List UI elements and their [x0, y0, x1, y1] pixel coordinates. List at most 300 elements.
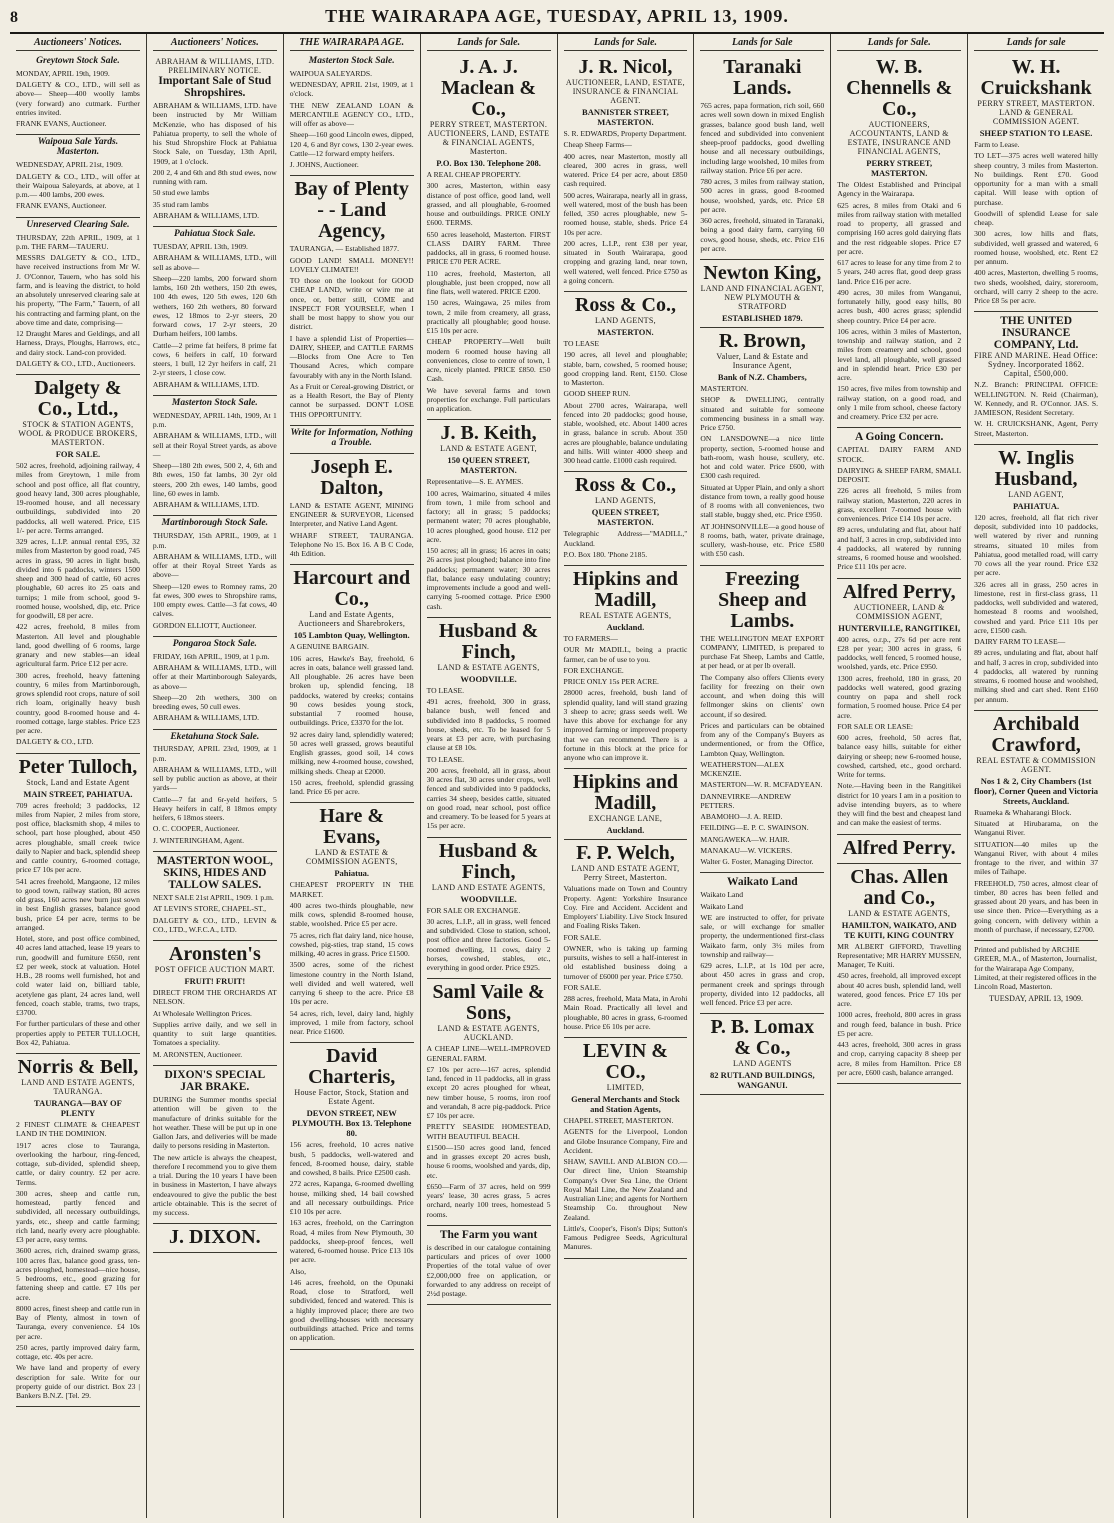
advertisement [153, 516, 277, 636]
ad-paragraph: 288 acres, freehold, Mata Mata, in Arohi Main Road. Practically all level and ploughable, 80 acres in grass, 6-roomed house. Price £6 10s per acre. [563, 994, 688, 1031]
ad-paragraph: Sheep—180 2th ewes, 500 2, 4, 6th and 8th ewes, 150 fat lambs, 30 2yr old steers, 200 2th ewes, 140 lambs, good line, 60 ewes in lamb. [152, 461, 277, 498]
advertisement [564, 1038, 688, 1259]
ad-paragraph: We have land and property of every description for sale. Write for our property guide of our district. Box 23 | Bankers B.N.Z. [Tel. 29. [16, 1363, 140, 1401]
column [831, 34, 968, 1518]
ad-paragraph: 450 acres, freehold, all improved except about 40 acres bush, splendid land, well watered, good fences. Price £7 10s per acre. [837, 971, 962, 1009]
ad-title: Archibald Crawford, [991, 712, 1081, 756]
ad-title: R. Brown, [718, 330, 806, 352]
ad-paragraph: 617 acres to lease for any time from 2 to 5 years, 240 acres flat, good deep grass land. Price £16 per acre. [837, 258, 962, 286]
ad-paragraph: FRANK EVANS, Auctioneer. [16, 201, 107, 211]
advertisement [16, 54, 140, 135]
ad-subtitle: AUCTIONEER, LAND & COMMISSION AGENT, [853, 602, 945, 621]
ad-paragraph: 120 acres, freehold, all flat rich river deposit, subdivided into 10 paddocks, well watered by river and running streams, situated 10 miles from Pahiatua, good metalled road, will carry 70 cows all the year round. Price £32 per acre. [974, 512, 1098, 578]
ad-paragraph: Waikato Land [700, 901, 743, 911]
column [10, 34, 147, 1518]
ad-paragraph: ON LANSDOWNE—a nice little property, section, 5-roomed house and bath-room, wash house, scullery, etc. hot and cold water. Price £600, with £300 cash required. [700, 434, 825, 481]
ad-title: Masterton Stock Sale. [308, 56, 395, 66]
ad-title: Greytown Stock Sale. [36, 56, 120, 66]
ad-paragraph: O. C. COOPER, Auctioneer. [152, 824, 240, 834]
ad-paragraph: ABRAHAM & WILLIAMS, LTD. have been instructed by Mr William McKenzie, who has disposed of his Pahiatua property, to sell the whole of his Stud Shropshire Flock at Pahiatua Stock Sale, on Tuesday, 13th April, 1909, at 1 o'clock. [152, 101, 277, 166]
advertisement [16, 135, 140, 217]
ad-paragraph: 1000 acres, freehold, 800 acres in grass and rough feed, balance in bush. Price £5 per acre. [837, 1010, 962, 1038]
ad-subhead: PAHIATUA. [1012, 500, 1060, 511]
ad-paragraph: 491 acres, freehold, 300 in grass, balance bush, well fenced and subdivided into 8 paddocks, 5 roomed house, sheds, etc. To be leased for 5 years at £3 per acre, with purchasing clause at £8 10s. [426, 697, 551, 753]
ad-paragraph: Little's, Cooper's, Fison's Dips; Sutton's Famous Pedigree Seeds, Agricultural Manures. [563, 1223, 688, 1252]
ad-title: W. H. Cruickshank [980, 56, 1092, 99]
ad-paragraph: 75 acres, rich flat dairy land, nice house, cowshed, pig-sties, trap stand, 15 cows milking, 40 acres in grass. Price £1500. [289, 930, 414, 959]
ad-paragraph: Sheep—120 ewes to Romney rams, 20 fat ewes, 300 ewes to Shropshire rams, 100 empty ewes. Cattle—3 fat cows, 40 calves. [152, 581, 277, 619]
ad-paragraph: GORDON ELLIOTT, Auctioneer. [152, 620, 257, 630]
ad-title: Waikato Land [727, 876, 798, 889]
ad-paragraph: MESSRS DALGETY & CO., LTD., have received instructions from Mr W. J. O'Connor, Tauern, who has sold his farm, and is leaving the district, to hold an absolutely unreserved clearing sale at his property, "The Farm," Tauern, of all his contracting and farming plant, on the above time and date, comprising— [16, 253, 140, 327]
ad-subtitle: AUCTIONEERS, ACCOUNTANTS, LAND & ESTATE, INSURANCE AND FINANCIAL AGENTS, [847, 120, 951, 156]
ad-paragraph: ABRAHAM & WILLIAMS, LTD., will sell by public auction as above, at their yards— [152, 764, 277, 793]
ad-paragraph: TO LET—375 acres well watered hilly sheep country, 3 miles from Masterton. No buildings. Rent £70. Good opportunity for a man with a small capital. Will lease with option of purchase. [974, 151, 1098, 207]
ad-title: J. A. J. Maclean & Co., [441, 56, 537, 120]
ad-paragraph: AT LEVIN'S STORE, CHAPEL-ST., [152, 904, 267, 914]
column-header: Auctioneers' Notices. [16, 37, 140, 51]
issue-date: TUESDAY, APRIL 13, 1909. [989, 994, 1084, 1004]
ad-title: Eketahuna Stock Sale. [170, 731, 260, 742]
ad-paragraph: 502 acres, freehold, adjoining railway, 4 miles from Greytown, 1 mile from school and post office, all flat country, good heavy land, 300 acres ploughable, 19-roomed house, and all necessary outbuildings, subdivided into 20 paddocks, all well watered. Price, £15 1/- per acre. Terms arranged. [16, 461, 140, 535]
ad-title: Ross & Co., [574, 294, 676, 316]
ad-paragraph: Prices and particulars can be obtained from any of the Company's Buyers as undermentioned, or from the Office, Lambton Quay, Wellington. [700, 720, 825, 758]
ad-title: Aronsten's [168, 943, 261, 966]
ad-paragraph: ABRAHAM & WILLIAMS, LTD. [152, 713, 259, 723]
ad-subtitle: House Factor, Stock, Station and Estate Agent. [294, 1088, 409, 1107]
advertisement [153, 396, 277, 516]
ad-paragraph: Walter G. Foster, Managing Director. [700, 857, 814, 866]
page-number: 8 [10, 9, 18, 26]
ad-subhead: General Merchants and Stock and Station Agents, [571, 1094, 680, 1114]
ad-paragraph: 146 acres, freehold, on the Opunaki Road, close to Stratford, well subdivided, fenced and watered. This is a highly improved place; there are two good dwelling-houses with necessary outbuildings attached. Price and terms on application. [289, 1277, 414, 1343]
ad-title: LEVIN & CO., [582, 1040, 668, 1083]
ad-subhead: FOR SALE. [55, 449, 101, 460]
ad-paragraph: The Oldest Established and Principal Agency in the Wairarapa. [837, 180, 962, 199]
ad-paragraph: SHOP & DWELLING, centrally situated and suitable for someone commencing business in a small way. Price £750. [700, 395, 825, 432]
column-header: Lands for Sale. [564, 37, 688, 51]
ad-paragraph: WEDNESDAY, APRIL 21st, 1909. [16, 160, 123, 170]
ad-paragraph: Cattle—2 prime fat heifers, 8 prime fat cows, 6 heifers in calf, 10 forward steers, 1 bull, 12 2yr heifers in calf, 21 2-yr steers, 1 close cow. [152, 340, 277, 378]
ad-paragraph: ABAMOHO—J. A. REID. [700, 812, 783, 821]
ad-paragraph: Goodwill of splendid Lease for sale cheap. [974, 208, 1098, 227]
ad-paragraph: 326 acres all in grass, 250 acres in limestone, rest in first-class grass, 11 paddocks, well subdivided and watered, homestead 8 rooms and woolshed, cowshed and yard. Price £11 10s per acre, £1500 cash. [974, 579, 1098, 635]
ad-subtitle: LAND AGENTS [732, 1059, 792, 1069]
ad-paragraph: FOR SALE OR EXCHANGE. [426, 905, 521, 915]
ad-subtitle: AUCTIONEER, LAND, ESTATE, INSURANCE & FINANCIAL AGENT. [565, 78, 685, 105]
ad-paragraph: TO those on the lookout for GOOD CHEAP LAND, write or wire me at once, or, better still, COME and INSPECT FOR YOURSELF, when I shall be most happy to show you our district. [289, 276, 414, 332]
ad-paragraph: Telegraphic Address—"MADILL," Auckland. [563, 529, 688, 548]
advertisement [427, 979, 551, 1226]
ad-paragraph: WE are instructed to offer, for private sale, or will exchange for smaller property, the undermentioned first-class Waikato farm, only 3½ miles from township and railway— [700, 912, 825, 959]
ad-subtitle: LAND & ESTATE AGENTS, [437, 662, 540, 672]
ad-paragraph: Supplies arrive daily, and we sell in quantity to suit large quantities. Tomatoes a speciality. [152, 1019, 277, 1048]
ad-subhead: WOODVILLE. [460, 893, 517, 904]
ad-paragraph: 163 acres, freehold, on the Carrington Road, 4 miles from New Plymouth, 30 paddocks, sheep-proof fences, well watered, 6-roomed house. Price £13 10s per acre. [289, 1218, 414, 1265]
ad-title: Dalgety & Co., Ltd., [34, 377, 122, 421]
advertisement [974, 445, 1098, 711]
ad-title: Pahiatua Stock Sale. [174, 229, 256, 240]
ad-paragraph: 490 acres, 30 miles from Wanganui, fortunately hilly, good easy hills, 80 acres bush, 400 acres grass; splendid sheep country. Price £4 per acre. [837, 287, 962, 325]
ad-subtitle: LAND AND FINANCIAL AGENT, NEW PLYMOUTH & STRATFORD [700, 284, 825, 311]
ad-title: J. R. Nicol, [578, 56, 673, 78]
ad-paragraph: 110 acres, freehold, Masterton, all ploughable, just been cropped, now all fine flats, well watered. PRICE £200. [426, 268, 551, 296]
advertisement [16, 754, 140, 1055]
ad-title: J. DIXON. [168, 1226, 261, 1249]
ad-subtitle: LAND AGENT, [1008, 489, 1064, 499]
advertisement [290, 565, 414, 803]
ad-paragraph: FREEHOLD, 750 acres, almost clear of timber, 80 acres has been felled and grassed about 20 years, and has been in use since then. Price—Everything as a going concern, with delivery within a month of purchase, if necessary, £2700. [974, 878, 1098, 934]
column [694, 34, 831, 1518]
ad-subhead: HAMILTON, WAIKATO, AND TE KUITI, KING COUNTRY [841, 919, 957, 940]
ad-title: Newton King, [703, 262, 822, 284]
ad-paragraph: 106 acres, Hawke's Bay, freehold, 6 acres in oats, balance well grassed land. All ploughable. 26 acres have been broken up, splendid fencing, 18 paddocks, watered by creeks; contains 90 cows besides young stock, substantial 7 roomed house, outbuildings. Price, £3370 for the lot. [289, 653, 414, 728]
ad-paragraph: NEXT SALE 21st APRIL, 1909. 1 p.m. [152, 893, 274, 903]
ad-paragraph: WEATHERSTON—ALEX MCKENZIE. [700, 759, 785, 778]
advertisement [700, 328, 824, 566]
advertisement [837, 864, 961, 1085]
ad-paragraph: 150 acres, freehold, splendid grassing land. Price £6 per acre. [289, 777, 414, 797]
advertisement [153, 941, 277, 1066]
advertisement [290, 1043, 414, 1349]
ad-paragraph: 92 acres dairy land, splendidly watered; 50 acres well grassed, grows beautiful English grasses, good soil, 14 cows milking, new 4-roomed house, cowshed, milking sheds. Cheap at £2000. [289, 729, 414, 776]
ad-paragraph: Sheep—220 lambs, 200 forward shorn lambs, 160 2th wethers, 150 2th ewes, 100 4th ewes, 120 5th ewes, 120 6th wethers, 160 2th wethers, 80 forward ewes, 12 18mos to 2-yr steers, 20 forward cows, 17 2-yr steers, 20 Durham heifers, 100 lambs. [152, 273, 277, 339]
ad-paragraph: Hotel, store, and post office combined, 40 acres land attached, lease 19 years to run, goodwill and furniture £650, rent £2 per week, stock at valuation. Hotel H.B., 28 rooms well furnished, hot and cold water laid on, billiard table, acetylene gas plant, 24 acres land, well fenced, coach stable, trams, two traps, £3700. [16, 934, 140, 1018]
ad-paragraph: Valuations made on Town and Country Property. Agent: Yorkshire Insurance Coy. Fire and Accident. Accident and Employers' Liability. Live Stock Insured and Foaling Risks Taken. [563, 884, 688, 931]
column-header: Lands for sale [974, 37, 1098, 51]
ad-title: A Going Concern. [854, 431, 944, 444]
ad-paragraph: As a Fruit or Cereal-growing District, or as a Health Resort, the Bay of Plenty cannot be surpassed. DON'T LOSE THIS OPPORTUNITY. [289, 381, 414, 419]
ad-paragraph: 250 acres, partly improved dairy farm, cottage, etc. 40s per acre. [16, 1342, 140, 1362]
ad-paragraph: CAPITAL DAIRY FARM AND STOCK. [837, 445, 962, 464]
advertisement [700, 873, 824, 1014]
ad-paragraph: THURSDAY, 22th APRIL, 1909, at 1 p.m. THE FARM—TAUERU. [16, 232, 140, 251]
ad-paragraph: N.Z. Branch: PRINCIPAL OFFICE: WELLINGTON. N. Reid (Chairman), W. Kennedy, and R. O'Connor. JAS. S. JAMIESON, Resident Secretary. [974, 380, 1098, 418]
advertisement [290, 176, 414, 426]
ad-paragraph: 156 acres, freehold, 10 acres native bush, 5 paddocks, well-watered and fenced, 8-roomed house, dairy, stable and cowshed, 8 bails. Price £2500 cash. [289, 1140, 414, 1178]
advertisement [974, 54, 1098, 312]
ad-paragraph: TAURANGA, — Established 1877. [289, 244, 400, 254]
ad-paragraph: SITUATION—40 miles up the Wanganui River, with about 4 miles frontage to the river, and within 37 miles of Taihape. [974, 839, 1098, 877]
ad-title: W. B. Chennells & Co., [846, 56, 953, 120]
ad-subtitle: LAND & ESTATE & COMMISSION AGENTS, [305, 848, 398, 867]
ad-subhead: Auckland. [606, 825, 645, 836]
ad-paragraph: Farm to Lease. [974, 140, 1020, 149]
ad-subhead: WOODVILLE. [460, 673, 517, 684]
ad-paragraph: CHEAPEST PROPERTY IN THE MARKET. [289, 880, 414, 899]
ad-paragraph: The Company also offers Clients every facility for freezing on their own account, and when doing this will fellmonger skins on clients' own account, if so desired. [700, 672, 825, 719]
ad-paragraph: ABRAHAM & WILLIAMS, LTD., will offer at their Martinborough Saleyards, as above— [152, 663, 277, 691]
advertisement [427, 54, 551, 420]
ad-paragraph: 300 acres, freehold, heavy fattening country, 6 miles from Martinborough, grows splendid root crops, nature of soil rich loam, originally heavy bush country, good 8-roomed house and 4-roomed cottage, large stables. Price £23 per acre. [16, 670, 140, 736]
ad-subhead: BANNISTER STREET, MASTERTON. [582, 107, 669, 127]
ad-subhead: 105 Lambton Quay, Wellington. [293, 630, 410, 641]
ad-title: THE UNITED INSURANCE COMPANY, Ltd. [993, 315, 1079, 352]
ad-paragraph: DALGETY & CO., LTD., will offer at their Waipoua Saleyards, at above, at 1 p.m.— 400 lambs, 200 ewes. [16, 171, 140, 200]
ad-title: MASTERTON WOOL, SKINS, HIDES AND TALLOW SALES. [156, 854, 273, 892]
ad-title: J. B. Keith, [440, 422, 537, 445]
ad-paragraph: 300 acres, low hills and flats, subdivided, well grassed and watered, 6 roomed house, woolshed, etc. Rent £2 per annum. [974, 229, 1098, 266]
ad-paragraph: 35 stud ram lambs [152, 199, 209, 209]
ad-paragraph: GOOD SHEEP RUN. [563, 389, 631, 399]
ad-paragraph: 8000 acres, finest sheep and cattle run in Bay of Plenty, almost in town of Tauranga, every convenience. £4 10s per acre. [16, 1303, 140, 1341]
advertisement [700, 566, 824, 874]
ad-paragraph: TO LEASE. [426, 685, 465, 695]
ad-title: Waipoua Sale Yards. Masterton. [37, 137, 119, 158]
advertisement [837, 428, 961, 578]
ad-paragraph: 89 acres, undulating and flat, about half and half, 3 acres in crop, subdivided into 4 paddocks, all watered by running streams, 6 roomed house and woolshed. Price £11 10s per acre. [837, 525, 962, 572]
ad-subtitle: FIRE AND MARINE. Head Office: Sydney. Incorporated 1862. Capital, £500,000. [974, 351, 1098, 379]
advertisement [427, 1226, 551, 1306]
ad-title: Ross & Co., [574, 474, 676, 497]
ad-subhead: FRUIT! FRUIT! [184, 976, 246, 987]
ad-title: Write for Information, Nothing a Trouble. [290, 427, 413, 448]
ad-paragraph: DALGETY & CO., LTD., LEVIN & CO., LTD., W.F.C.A., LTD. [152, 915, 277, 934]
ad-subhead: MAIN STREET, PAHIATUA. [23, 788, 133, 799]
ad-title: Alfred Perry. [842, 836, 956, 859]
ad-paragraph: We have several farms and town properties for exchange. Full particulars on application. [426, 385, 551, 413]
ad-paragraph: WEDNESDAY, APRIL 14th, 1909, At 1 p.m. [152, 410, 277, 430]
ad-paragraph: OUR Mr MADILL, being a practic farmer, can be of use to you. [563, 645, 688, 664]
advertisement [837, 835, 961, 864]
ad-paragraph: Sheep—20 2th wethers, 300 on breeding ewes, 50 cull ewes. [152, 692, 277, 711]
advertisement [564, 566, 688, 769]
ad-subhead: SHEEP STATION TO LEASE. [979, 128, 1093, 138]
ad-paragraph: SHAW, SAVILL AND ALBION CO.—Our direct line, Union Steamship Company's Over Sea Line, the Orient Royal Mail Line, the New Zealand and Australian Line; and agents for Northern Steamship Co. throughout New Zealand. [563, 1157, 688, 1222]
ad-paragraph: TO FARMERS— [563, 634, 618, 643]
ad-paragraph: DALGETY & CO., LTD. [16, 737, 94, 747]
ad-title: Masterton Stock Sale. [171, 397, 258, 408]
column [147, 34, 284, 1518]
advertisement [974, 312, 1098, 445]
ad-paragraph: 150 acres, five miles from township and railway station, on a good road, and only 1 mile from school, cheese factory and creamery. Price £32 per acre. [837, 384, 962, 421]
ad-paragraph: MASTERTON—W. R. MCFADYEAN. [700, 780, 823, 790]
ad-paragraph: Also, [289, 1266, 306, 1276]
ad-paragraph: Cattle—7 fat and 6r-yeld heifers, 5 Heavy heifers in calf, 8 18mos empty heifers, 6 18mos steers. [152, 794, 277, 823]
ad-title: Hare & Evans, [319, 805, 384, 849]
ad-paragraph: 765 acres, papa formation, rich soil, 660 acres well sown down in mixed English grasses, balance good bush land, well fenced and subdivided into convenient sheep-proof paddocks, good dwelling house and all necessary outbuildings, including large woolshed, 10 miles from railway station. Price £6 per acre. [700, 101, 825, 175]
ad-paragraph: 150 acres, Waingawa, 25 miles from town, 2 mile from creamery, all grass, practically all ploughable; good house. £15 10s per acre. [426, 298, 551, 335]
ad-paragraph: M. ARONSTEN, Auctioneer. [152, 1049, 243, 1059]
ad-subtitle: POST OFFICE AUCTION MART. [154, 965, 275, 975]
ad-paragraph: MASTERTON. [700, 384, 749, 393]
ad-paragraph: 600 acres, freehold, 50 acres flat, balance easy hills, suitable for either dairying or sheep; new 6-roomed house, cowshed, cartshed, etc., good orchard. Write for terms. [837, 733, 962, 780]
advertisement [290, 54, 414, 176]
ad-subtitle: LAND AGENTS, [594, 316, 656, 325]
ad-paragraph: 500 acres, Wairarapa, nearly all in grass, well watered, most of the bush has been felled, 350 acres ploughable, new 5-roomed house, stable, sheds. Price £4 10s per acre. [563, 190, 688, 237]
ad-paragraph: 360 acres, freehold, situated in Taranaki, being a good dairy farm, carrying 60 cows, good house, sheds, etc. Price £16 per acre. [700, 216, 825, 253]
advertisement [153, 54, 277, 227]
ad-subtitle: REAL ESTATE & COMMISSION AGENT. [976, 755, 1096, 774]
ad-title: Hipkins and Madill, [572, 771, 678, 815]
ad-title: DIXON'S SPECIAL JAR BRAKE. [164, 1068, 266, 1093]
ad-subtitle: STOCK & STATION AGENTS, WOOL & PRODUCE BROKERS, MASTERTON. [18, 420, 138, 448]
advertisement [290, 454, 414, 566]
ad-paragraph: ABRAHAM & WILLIAMS, LTD., will sell as above— [152, 253, 277, 272]
ad-paragraph: 100 acres, Waimarino, situated 4 miles from town, 1 mile from school and factory; all in grass; 5 paddocks; permanent water; 70 acres ploughable, 10 acres ploughed, good house. £12 per acre. [426, 488, 551, 544]
ad-paragraph: W. H. CRUICKSHANK, Agent, Perry Street, Masterton. [974, 419, 1098, 438]
ad-title: P. B. Lomax & Co., [710, 1016, 815, 1060]
ad-paragraph: S. R. EDWARDS, Property Department. [563, 129, 687, 138]
column [558, 34, 695, 1518]
ad-paragraph: AGENTS for the Liverpool, London and Globe Insurance Company, Fire and Accident. [563, 1127, 688, 1155]
ad-title: Norris & Bell, [17, 1056, 139, 1079]
column [284, 34, 421, 1518]
advertisement [290, 426, 414, 454]
column-header: Lands for Sale. [427, 37, 551, 51]
ad-subhead: P.O. Box 130. Telephone 208. [436, 158, 541, 168]
advertisement [427, 420, 551, 618]
ad-paragraph: THURSDAY, 15th APRIL, 1909, at 1 p.m. [152, 531, 277, 550]
ad-paragraph: DURING the Summer months special attention will be given to the manufacture of drinks suitable for the hot weather. These will be put up in one Gallon Jars, and deliveries will be made daily to persons residing in Masterton. [152, 1095, 277, 1151]
advertisement [16, 1054, 140, 1407]
ad-paragraph: A CHEAP LINE—WELL-IMPROVED GENERAL FARM. [426, 1044, 551, 1063]
ad-paragraph: J. WINTERINGHAM, Agent. [152, 835, 245, 845]
ad-title: Hipkins and Madill, [572, 568, 678, 611]
ad-paragraph: FOR SALE OR LEASE: [837, 721, 913, 731]
ad-paragraph: ABRAHAM & WILLIAMS, LTD., will sell at their Royal Street yards, as above— [152, 431, 277, 459]
ad-paragraph: 300 acres, Masterton, within easy distance of post office, good land, well grassed, and all ploughable, 6-roomed house and outbuildings. PRICE ONLY £600. TERMS. [426, 181, 551, 228]
ad-paragraph: DAIRYING & SHEEP FARM, SMALL DEPOSIT. [837, 465, 962, 485]
ad-title: Husband & Finch, [438, 839, 539, 883]
ad-paragraph: FOR SALE. [563, 982, 602, 992]
ad-paragraph: Situated at Upper Plain, and only a short distance from town, a really good house of 8 rooms with all conveniences, two stall stable, buggy shed, etc. Price £950. [700, 482, 825, 520]
ad-paragraph: £1500—150 acres good land, fenced and in grasses except 20 acres bush, house 6 rooms, woolshed and yards, dip, etc. [426, 1142, 551, 1180]
advertisement [564, 769, 688, 840]
ad-title: Husband & Finch, [438, 619, 539, 663]
ad-prelude: ABRAHAM & WILLIAMS, LTD. PRELIMINARY NOTICE. [155, 57, 275, 75]
ad-paragraph: 400 acres, Masterton, dwelling 5 rooms, two sheds, woolshed, dairy, storeroom, orchard, will carry 2 sheep to the acre. Price £8 5s per acre. [974, 268, 1098, 305]
ad-paragraph: For further particulars of these and other properties apply to PETER TULLOCH, Box 42, Pahiatua. [16, 1019, 140, 1047]
ad-paragraph: 400 acres, near Masterton, mostly all cleared, 300 acres in grass, well watered. Price £4 per acre, about £850 cash required. [563, 151, 688, 189]
ad-paragraph: 625 acres, 8 miles from Otaki and 6 miles from railway station with metalled road to property, all grassed and comprising 160 acres gold dairying flats and the rest ridgeable slopes. Price £7 per acre. [837, 200, 962, 256]
ad-paragraph: FOR EXCHANGE. [563, 665, 624, 675]
ad-paragraph: 1917 acres close to Tauranga, overlooking the harbour, ring-fenced, cottage, sub-divided, splendid sheep, cattle, or dairy country. £2 per acre. Terms. [16, 1140, 140, 1187]
ad-paragraph: ABRAHAM & WILLIAMS, LTD. [152, 379, 259, 389]
ad-subhead: Nos 1 & 2, City Chambers (1st floor), Corner Queen and Victoria Streets, Auckland. [974, 775, 1098, 806]
ad-title: Unreserved Clearing Sale. [26, 219, 130, 230]
ad-paragraph: 650 acres leasehold, Masterton. FIRST CLASS DAIRY FARM. Three paddocks, all in grass, 6 roomed house. PRICE £70 PER ACRE. [426, 229, 551, 267]
ad-title: The Farm you want [439, 1228, 538, 1241]
ad-paragraph: MANAKAU—W. VICKERS. [700, 845, 793, 855]
ad-paragraph: 300 acres, sheep and cattle run, homestead, partly fenced and subdivided, all necessary outbuildings, yards, etc., sheep and cattle farming; rich land, nearly every acre ploughable. £3 per acre, easy terms. [16, 1188, 140, 1245]
ad-subtitle: PERRY STREET, MASTERTON. LAND & GENERAL COMMISSION AGENT. [977, 99, 1095, 126]
ad-title: W. Inglis Husband, [994, 446, 1078, 490]
advertisement [153, 852, 277, 941]
ad-subtitle: LAND & ESTATE AGENT, [440, 444, 537, 454]
ad-title: F. P. Welch, [576, 842, 675, 865]
ad-subhead: TAURANGA—BAY OF PLENTY [34, 1098, 122, 1119]
ad-title: David Charteris, [308, 1045, 396, 1089]
advertisement [153, 227, 277, 396]
ad-title: Saml Vaile & Sons, [432, 981, 545, 1025]
ad-paragraph: DANNEVIRKE—ANDREW PETTERS. [700, 791, 792, 810]
ad-paragraph: 106 acres, within 3 miles of Masterton, township and railway station, and 2 miles from creamery and school, good level land, all ploughable, well grassed and in splendid heart. Price £30 per acre. [837, 326, 962, 382]
ad-paragraph: Sheep—160 good Lincoln ewes, dipped, 120 4, 6 and 8yr cows, 130 2-year ewes. Cattle—12 forward empty heifers. [289, 130, 414, 158]
ad-paragraph: FRANK EVANS, Auctioneer. [16, 119, 107, 129]
ad-paragraph: 3600 acres, rich, drained swamp grass, 100 acres flax, balance good grass, ten-acres ploughed, homestead—nice house, 5 bedrooms, etc., good grazing for fattening sheep and cattle. £7 10s per acre. [16, 1246, 140, 1302]
ad-subhead: QUEEN STREET, MASTERTON. [591, 507, 660, 528]
ad-paragraph: THE WELLINGTON MEAT EXPORT COMPANY, LIMITED, is prepared to purchase Fat Sheep, Lambs and Cattle, at per head, or at per lb overall. [700, 633, 825, 671]
ad-subtitle: LAND AND ESTATE AGENTS, [431, 882, 546, 892]
advertisement [16, 218, 140, 375]
ad-paragraph: WEDNESDAY, APRIL 21st, 1909, at 1 o'clock. [289, 80, 414, 99]
ad-title: Alfred Perry, [842, 580, 956, 603]
ad-paragraph: 329 acres, L.I.P. annual rental £95, 32 miles from Masterton by good road, 745 acres in grass, 90 acres in light bush, divided into 6 paddocks, winters 1500 sheep and 300 head of cattle, 60 acres ploughable, 60 acres ito 25 oats and turnips; 1 mile from school, good 9-roomed house, woolshed, dip, etc. Price for goodwill, £8 per acre. [16, 537, 140, 621]
ad-paragraph: 422 acres, freehold, 8 miles from Masterton. All level and ploughable land, good dwelling of 6 rooms, large granary and new stables—an ideal agricultural farm. Price £12 per acre. [16, 622, 140, 669]
advertisement [153, 637, 277, 730]
ad-paragraph: 226 acres all freehold, 5 miles from railway station, Masterton, 220 acres in grass, excellent 7-roomed house with conveniences. Price £14 10s per acre. [837, 486, 962, 524]
ad-paragraph: 541 acres freehold, Mangaone, 12 miles to good town, railway station, 80 acres old grass, 160 acres new burn just sown in best English grasses, balance good bush, price £4 per acre, terms to be arranged. [16, 876, 140, 932]
ad-paragraph: 400 acres, o.r.p., 27s 6d per acre rent £28 per year; 300 acres in grass, 6 paddocks, well fenced, 5 roomed house, woolshed, yards, etc. Price £950. [837, 634, 962, 672]
ad-paragraph: 3500 acres, some of the richest limestone country in the North Island, well divided and well watered, well carrying 6 sheep to the acre. Price £8 10s per acre. [289, 960, 414, 1007]
ad-subhead: Auckland. [606, 622, 645, 632]
ad-paragraph: ABRAHAM & WILLIAMS, LTD. [152, 500, 259, 510]
ad-paragraph: Cheap Sheep Farms— [563, 140, 632, 150]
ad-paragraph: A REAL CHEAP PROPERTY. [426, 170, 521, 179]
advertisement [837, 579, 961, 835]
ad-paragraph: 54 acres, rich, level, dairy land, highly improved, 1 mile from factory, school near. Price £1600. [289, 1008, 414, 1037]
ad-paragraph: 780 acres, 3 miles from railway station, 500 acres in grass, good 8-roomed house, woolshed, yards, etc. Price £8 per acre. [700, 177, 825, 214]
ad-paragraph: 1300 acres, freehold, 180 in grass, 20 paddocks well watered, good grazing country on papa and shell rock formation, 5 roomed house. Price £4 per acre. [837, 673, 962, 720]
column [421, 34, 558, 1518]
ad-title: Joseph E. Dalton, [310, 455, 393, 499]
ad-paragraph: A GENUINE BARGAIN. [289, 642, 369, 652]
ad-subhead: MASTERTON. [597, 327, 654, 337]
column-header: Lands for Sale. [837, 37, 961, 51]
ad-paragraph: Representative—S. E. AYMES. [426, 477, 524, 487]
advertisement [290, 803, 414, 1043]
advertisement [974, 711, 1098, 941]
ad-subhead: 82 RUTLAND BUILDINGS, WANGANUI. [710, 1070, 815, 1091]
ad-paragraph: LAND & ESTATE AGENT, MINING ENGINEER & SURVEYOR, Licensed Interpreter, and Native Land Agent. [289, 500, 414, 529]
ad-paragraph: is described in our catalogue containing particulars and prices of over 1000 Properties of the total value of over £2,000,000 free on application, or forwarded to any address on receipt of 2½d postage. [426, 1242, 551, 1299]
ad-paragraph: ABRAHAM & WILLIAMS, LTD. [152, 210, 259, 220]
advertisement [837, 54, 961, 428]
ad-subtitle: LAND AND ESTATE AGENT, Perry Street, Masterton. [571, 864, 680, 883]
ad-paragraph: 190 acres, all level and ploughable; stable, barn, cowshed, 5 roomed house; good cropping land. Rent, £150. Close to Masterton. [563, 350, 688, 387]
ad-paragraph: 150 acres; all in grass; 16 acres in oats; 26 acres just ploughed; balance into fine paddocks; permanent water; 30 acres flat, balance easy undulating country; improvements include a good and well-carrying 5-roomed cottage. Price £900 cash. [426, 546, 551, 611]
ad-paragraph: About 2700 acres, Wairarapa, well fenced into 20 paddocks; good house, stable, woolshed, etc. About 1400 acres in grass, balance in scrub. About 350 acres are ploughable, balance undulating and hills. Will winter 4000 sheep and 300 head cattle. £1000 cash required. [563, 400, 688, 465]
advertisement [700, 54, 824, 260]
advertisement [700, 1014, 824, 1095]
ad-paragraph: ABRAHAM & WILLIAMS, LTD., will offer at their Royal Street Yards as above— [152, 551, 277, 580]
ad-paragraph: FEILDING—E. P. C. SWAINSON. [700, 823, 809, 833]
ad-paragraph: THE NEW ZEALAND LOAN & MERCANTILE AGENCY CO., LTD., will offer as above— [289, 100, 414, 129]
ad-title: Harcourt and Co., [293, 567, 411, 611]
ad-subhead: HUNTERVILLE, RANGITIKEI, [838, 622, 961, 633]
ad-paragraph: I have a splendid List of Properties—DAIRY, SHEEP, and CATTLE FARMS—Blocks from One Acre to Ten Thousand Acres, which compare favourably with any in the North Island. [289, 333, 414, 380]
ad-paragraph: THURSDAY, APRIL 23rd, 1909, at 1 p.m. [152, 744, 277, 763]
ad-title: Bay of Plenty - - Land Agency, [294, 178, 409, 243]
ad-subhead: 150 QUEEN STREET, MASTERTON. [447, 455, 530, 476]
ad-paragraph: MONDAY, APRIL 19th, 1909. [16, 68, 110, 78]
ad-subhead: PERRY STREET, MASTERTON. [866, 158, 933, 178]
ad-paragraph: PRICE ONLY 15s PER ACRE. [563, 677, 659, 686]
ad-paragraph: CHAPEL STREET, MASTERTON. [563, 1116, 674, 1125]
ad-paragraph: MR ALBERT GIFFORD, Travelling Representative; MR HARRY MUSSEN, Manager, Te Kuiti. [837, 941, 962, 970]
ad-paragraph: 50 stud ewe lambs [152, 188, 210, 198]
masthead [10, 6, 1104, 34]
ad-paragraph: TO LEASE. [426, 754, 465, 764]
ad-paragraph: 200 acres, freehold, all in grass, about 30 acres flat, 30 acres under crops, well fenced and subdivided into 9 paddocks, carries 34 sheep, besides cattle, situated on good road, near school, post office and creamery. To be leased for 5 years at 15s per acre. [426, 765, 551, 831]
ad-subtitle: PERRY STREET, MASTERTON. AUCTIONEERS, LAND, ESTATE & FINANCIAL AGENTS, Masterton. [427, 120, 550, 156]
ad-paragraph: Note.—Having been in the Rangitikei district for 10 years I am in a position to advise intending buyers, as to where they will find the best and cheapest land and can make the easiest of terms. [837, 781, 962, 828]
ad-paragraph: TUESDAY, APRIL 13th, 1909. [152, 242, 248, 252]
advertisement [153, 730, 277, 852]
ad-title: Chas. Allen and Co., [850, 865, 949, 909]
ad-subtitle: LAND AND ESTATE AGENTS, TAURANGA. [21, 1078, 135, 1097]
